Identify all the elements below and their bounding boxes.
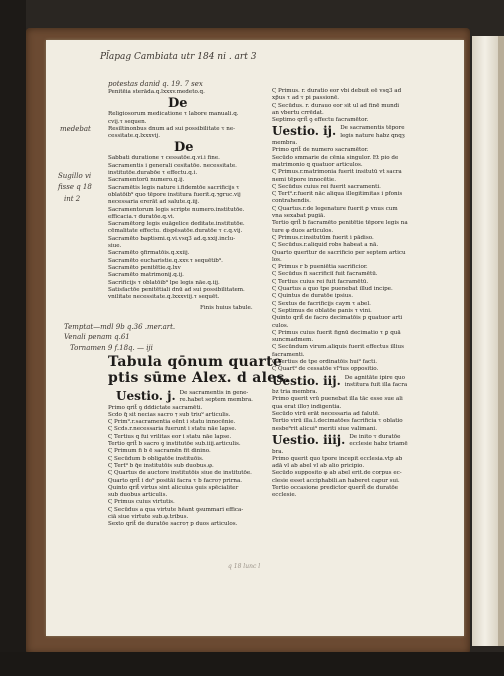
text-line: Sacrificijs τ oblatōib⁹ lpe legis nāe.q.iij.	[108, 279, 220, 286]
text-line: cessitate.q.lxxxvij.	[108, 133, 160, 140]
text-line: Sacramēto baptismi.q.vi.vsq3 ad.q.xxij.inclu-	[108, 235, 236, 242]
header-line: potestas danid q. 19. 7 sex	[108, 80, 203, 88]
text-line: Quarto qrit̄ i do⁹ positāi facra τ b facro⁊ prirna.	[108, 477, 243, 484]
text-line: qua erat illo⁊ indigentia.	[272, 403, 342, 410]
text-line: nesbe⁹rit alicui⁹ meriti siue valimani.	[272, 425, 377, 432]
text-line: siue.	[108, 243, 122, 250]
text-line: Ϛ Primus cuius virtutis.	[108, 499, 175, 506]
foot-note: q 18 lunc l	[228, 563, 261, 570]
text-line: clesie esset acciphabili.an haberet capur sui.	[272, 477, 400, 484]
question-heading: Uestio. j.	[116, 389, 176, 403]
text-line: Quinto qrit̄ de facro decimatōis p quatuor arti	[272, 315, 403, 322]
text-line: Secūdo supposito φ ab abel erit.de corpus ec-	[272, 470, 402, 477]
text-line: Ϛ Quartus de auctore institutōis siue de institutōe.	[108, 470, 252, 477]
text-line: institutōe.durabōe τ effectu.q.i.	[108, 170, 198, 177]
text-line: Ϛ Septimus de oblatōe panis τ vini.	[272, 307, 372, 314]
text-line: membra.	[272, 140, 298, 147]
text-line: Ϛ Primus. r. duratio eor vbi debuit eē vsq3 ad	[272, 88, 402, 94]
left-column	[108, 80, 268, 313]
text-line: Secūdo smmarie de cēnia singulor. Et pio de	[272, 154, 399, 161]
text-line: Secūdo virū erāt necessaria ad falutē.	[272, 411, 380, 418]
text-line: Ϛ Prim⁹.r.sacramentia eēnt i statu innocēnie.	[108, 419, 236, 426]
text-line: suncmadmem.	[272, 337, 314, 344]
text-line: nemi tēpore innocētie.	[272, 176, 336, 183]
text-line: De agnitāte ipire quo	[344, 374, 406, 381]
text-line: Resiltinonbus dnum ad sui possibilitate τ ne-	[108, 125, 236, 132]
text-line: vna sexabat pugiā.	[272, 213, 326, 220]
text-line: Ϛ Secūdus fi sacrificiī fuit facramētū.	[272, 271, 378, 278]
text-line: Sacramētorg legis euāgelice deditate.institutōe.	[108, 221, 245, 228]
text-line: xp̄us τ ad τ pi passionē.	[272, 95, 340, 102]
text-line: Ϛ Tert⁹ b q̄e institutōis sub duobus.φ.	[108, 462, 214, 469]
text-line: Ϛ Quart⁹ de cessatōe vl⁹ius oppositio.	[272, 366, 379, 373]
section-heading: De	[174, 140, 194, 156]
text-line: Sabbati duratione τ cessatōe.q.vi.i fine.	[108, 155, 220, 162]
text-line: Ϛ Tertius cuius rei fuit facramētū.	[272, 278, 369, 285]
text-line: Ϛ Primus cuius fuerit fignū decimatio τ ꝑ quā	[272, 329, 401, 336]
text-line: bz tria membra.	[272, 389, 318, 396]
text-line: culos.	[272, 322, 289, 329]
text-line: Ϛ Primus r b pueniētia sacrificior.	[272, 264, 368, 271]
text-line: Ϛ Primus.r.insitutūm fuerit i pādiso.	[272, 234, 374, 241]
text-line: Primo querit quo tpore incepit ecclesia.vtp ab	[272, 455, 403, 462]
finis-note: Finis huius tabule.	[200, 305, 253, 312]
text-line: Ϛ Primus.r.matrimonia fuerit insitutū vt sacra	[272, 169, 402, 176]
text-line: Sacramēto eucharistie.q.xxv.τ sequētib⁹.	[108, 257, 223, 264]
text-line: oblatōib⁹ quo tēpore institura fuerit.q.⁊gruc.vij	[108, 191, 241, 198]
text-line: vnilitate necessitate.q.lxxxviij.τ sequēt.	[108, 294, 220, 301]
text-line: cvij.τ sequen.	[108, 118, 147, 125]
text-line: Ϛ Sextus de facrificijs caym τ abel.	[272, 300, 371, 307]
text-line: sub duobus articulis.	[108, 492, 168, 499]
hand-note: Venali penam q.61	[64, 333, 130, 341]
text-line: Ϛ Quintus de duratōe ipsius.	[272, 293, 353, 300]
text-line: ture φ duos articulos.	[272, 227, 334, 234]
margin-note: Sugillo vi	[58, 172, 92, 180]
header-line: Penitēia sterāda.q.lxxxv.medeto.q.	[108, 89, 205, 95]
table-title: Tabula qōnum quarte	[108, 354, 283, 370]
margin-note: medebat	[60, 125, 91, 133]
text-line: Tertio qrit̄ b facramēto penitētie tēpore legis na	[272, 220, 408, 227]
text-line: Tertio occasione predictor querit̄ de duratōe	[272, 485, 399, 492]
text-line: Ϛ Secūdus a qua virtute hēant ꝯsummari effica-	[108, 506, 244, 513]
text-line: facramenti.	[272, 351, 305, 358]
text-line: Quinto qrit̄ virtus sint alicuius ꝯuis spēcialiter	[108, 484, 239, 491]
text-line: Ϛ Tertius q fui vrilitas eor i statu nāe lapse.	[108, 433, 232, 440]
text-line: De sacramentis tēpore	[340, 125, 405, 132]
text-line: institura fuit illa facra	[344, 381, 408, 388]
text-line: adā vl ab abel vl ab alio pricipio.	[272, 463, 365, 470]
hand-note: Temptat—mdl 9b q.36 .mer.art.	[64, 323, 176, 331]
text-line: Ϛ Secūdus cuius rei fuerit sacramenti.	[272, 183, 381, 190]
table-title: ptis sūme Alex. d ales.	[108, 370, 290, 386]
text-line: De inito τ duratōe	[349, 433, 401, 440]
text-line: Ϛ Secūndum virum.aliquis fuerit effectus illius	[272, 344, 404, 351]
text-line: Ϛ Tertius de tpe ordinatōis hui⁹ facti.	[272, 358, 377, 365]
text-line: De sacramentis in gene-	[179, 390, 249, 396]
text-line: Ϛ Tert⁹.r.fuerit nāc aliqua illegitimitas i pfonis	[272, 191, 403, 198]
text-line: cēmalitate effectu. dispēsatōe.duratōe τ c.q.vij.	[108, 228, 243, 235]
text-line: Ϛ Quartus a quo tpe puenebat illud incipe.	[272, 286, 393, 293]
text-line: Satisfactōe penitētiali dnū ad sui possibilitatem.	[108, 286, 245, 293]
text-line: ciā siue virtute sub.φ.tribus.	[108, 514, 189, 521]
text-line: los.	[272, 256, 282, 263]
top-inscription: Pl̃apag Cambiata utr 184 ni . art 3	[100, 52, 257, 62]
page-stack-right	[472, 36, 504, 646]
text-line: Sacramēto matrimonij.q.ij.	[108, 272, 184, 279]
text-line: Sacramēto penitētie.q.lxv	[108, 264, 181, 271]
question-heading: Uestio. iij.	[272, 373, 341, 388]
text-line: Ϛ Quartus.r.de legenature fuerit ꝑ vnus cum	[272, 205, 398, 212]
text-line: Scdo q̄ sit necias sacro ⁊ sub triu⁹ articulis.	[108, 411, 231, 418]
margin-note: fisse q 18	[58, 183, 92, 191]
question-heading: Uestio. iiij.	[272, 432, 346, 447]
text-line: Ϛ Primum fi b ē sacramēn fit dinino.	[108, 448, 211, 455]
text-line: Primo querit vrū puenebat illa tāc esse sue ali	[272, 396, 403, 403]
text-line: Ϛ Secūdum b obligatōe instituōis.	[108, 455, 204, 462]
text-line: bra.	[272, 448, 284, 455]
text-line: Religiosorum medicatione τ labore manuali.q.	[108, 111, 239, 118]
text-line: Sacramētis legis nature i.fidemtōe sacrificijs τ	[108, 184, 240, 191]
text-line: Sacramēto ꝯfirmatōis.q.xxiij.	[108, 250, 190, 257]
margin-note: int 2	[64, 195, 81, 203]
text-line: matrimonio q quatuor articulos.	[272, 161, 363, 168]
text-line: Sacramentorū numero.q.ij.	[108, 177, 185, 184]
text-line: Primo qrit̄ ꝯ dddictate sacramēti.	[108, 404, 203, 411]
text-line: re.habet septem membra.	[179, 397, 253, 404]
section-heading: De	[168, 96, 188, 112]
text-line: Quarto querītur de sacrificio per septem articu	[272, 249, 406, 256]
text-line: ecclesie.	[272, 492, 297, 499]
text-line: Sexto qrit̄ de duratōe sacro⁊ p duos articulos.	[108, 521, 238, 528]
question-heading: Uestio. ij.	[272, 124, 337, 139]
text-line: an vbertu crrēdat.	[272, 109, 324, 116]
text-line: Sacramentis i generali cesitatōe. necessitate.	[108, 162, 237, 169]
text-line: efficacia.τ duratōe.q.vi.	[108, 213, 175, 220]
text-line: contrahendis.	[272, 198, 311, 205]
left-background	[0, 0, 26, 676]
text-line: Ϛ Secūdus.r.aliquid robs habeat a nā.	[272, 242, 379, 249]
hand-note: Tornamen 9 f.18q. — iji	[70, 344, 153, 352]
text-line: ecclesie habz triamē	[349, 441, 408, 448]
text-line: necessaria ererāt ad salute.q.iij.	[108, 199, 200, 206]
right-column	[272, 88, 440, 500]
text-line: Sacramentorum legis scripte numero.institutōe.	[108, 206, 245, 213]
text-line: Septimo qrit̄ ꝯ effectu facramētor.	[272, 117, 369, 124]
text-line: Primo qrit̄ de numero sacramētor.	[272, 147, 369, 154]
text-line: Ϛ Scds.r.necessaria fuerunt i statu nāe lapse.	[108, 426, 237, 433]
text-line: legis nature habz qnqȝ	[340, 132, 405, 139]
bottom-background	[0, 652, 504, 676]
text-line: Ϛ Secūdus. r. durauo eor sit ul ad finē mundi	[272, 102, 400, 109]
text-line: Tertio qrit̄ b sacro ꝯ institutōe sub.iiij.articulis.	[108, 441, 241, 448]
text-line: Tertio virū illa.l.decimatōes facrificia τ oblatio	[272, 418, 403, 425]
